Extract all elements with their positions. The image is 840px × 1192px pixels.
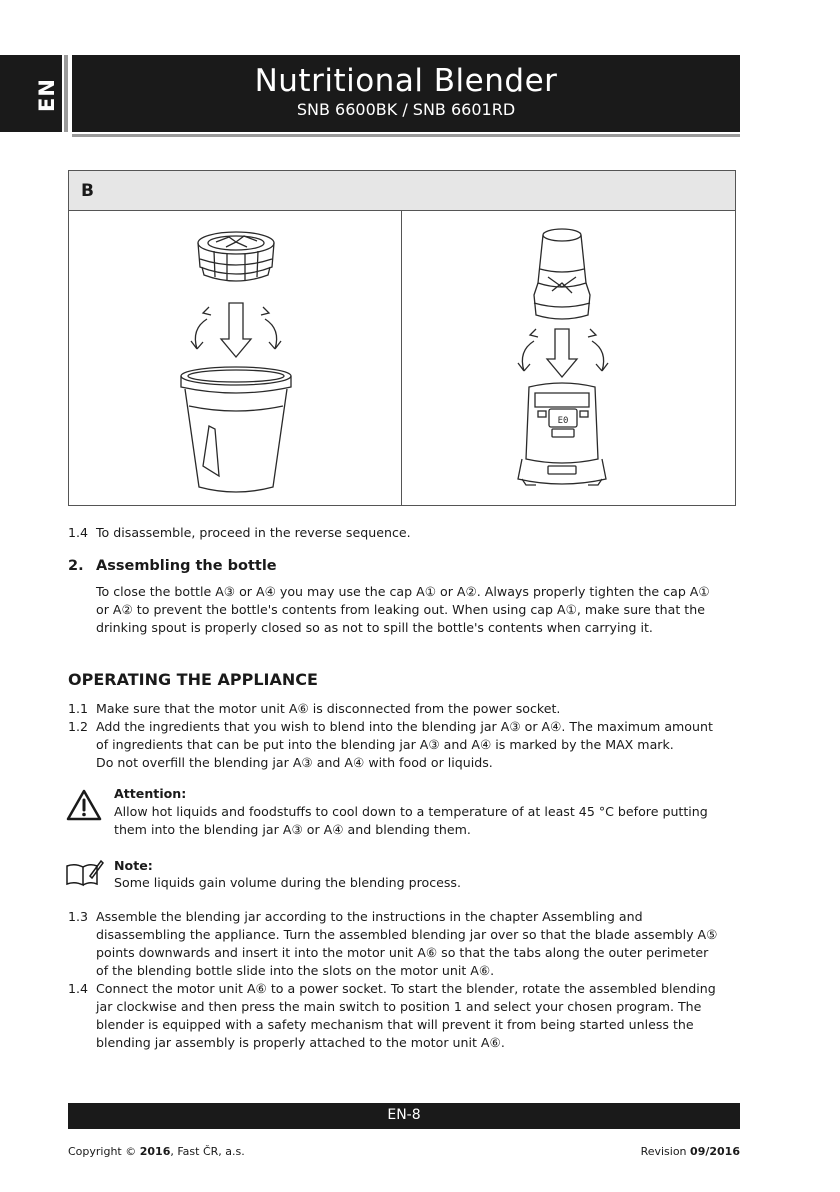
rotate-left-icon-2 — [518, 341, 534, 371]
attention-title: Attention: — [114, 786, 187, 801]
header-shadow — [72, 134, 740, 137]
figure-label: B — [69, 171, 735, 211]
step-paragraph: Connect the motor unit A⑥ to a power socket. To start the blender, rotate the assembled blending jar clockwise and then press the main switch to position 1 and select your chosen program. The blender is equipped with a safety mechanism that will prevent it from being started unless the blending jar assembly is properly attached to the motor unit A⑥. — [96, 981, 716, 1050]
figure-cell-assembled — [402, 211, 735, 505]
attention-text: Allow hot liquids and foodstuffs to cool down to a temperature of at least 45 °C before putting them into the blending jar A③ or A④ and blending them. — [114, 804, 708, 837]
language-label: EN — [35, 78, 59, 112]
rotate-left-icon — [191, 319, 207, 349]
page-number: EN-8 — [387, 1107, 421, 1123]
page-number-bar — [68, 1103, 740, 1129]
warning-icon — [66, 789, 102, 821]
figure-cell-disassembled — [69, 211, 402, 505]
blade-top-ring — [198, 232, 274, 254]
section-paragraph: To close the bottle A③ or A④ you may use the cap A① or A②. Always properly tighten the cap A① or A② to prevent the bottle's contents from leaking out. When using cap A①, make sure that the drinking spout is properly closed so as not to spill the bottle's contents when carrying it. — [96, 584, 710, 635]
step-number: 1.2 — [68, 719, 89, 734]
step-number: 1.4 — [68, 981, 89, 996]
blade-and-jar-illustration — [69, 211, 402, 506]
figure-box — [68, 170, 736, 506]
open-book-note-icon — [64, 858, 104, 888]
operating-heading: OPERATING THE APPLIANCE — [68, 670, 318, 689]
down-arrow-icon — [221, 303, 251, 357]
blender-base-illustration — [402, 211, 735, 506]
jar-body — [185, 389, 287, 492]
step-text: To disassemble, proceed in the reverse sequence. — [96, 525, 411, 540]
down-arrow-icon-2 — [547, 329, 577, 377]
section-number: 2. — [68, 558, 84, 574]
revision: Revision 09/2016 — [640, 1145, 740, 1158]
display-readout: E0 — [557, 416, 569, 426]
step-number: 1.3 — [68, 909, 89, 924]
rotate-right-icon-2 — [592, 341, 608, 371]
step-paragraph: Assemble the blending jar according to the instructions in the chapter Assembling and disassembling the appliance. Turn the assembled blending jar over so that the blade assembly A⑤ points downwards and insert it into the motor unit A⑥ so that the tabs along the outer perimeter of the blending bottle slide into the slots on the motor unit A⑥. — [96, 909, 718, 978]
note-text: Some liquids gain volume during the blending process. — [114, 875, 461, 890]
page-subtitle: SNB 6600BK / SNB 6601RD — [296, 100, 516, 119]
page-header — [72, 55, 740, 132]
page-title: Nutritional Blender — [254, 63, 558, 99]
step-text: Make sure that the motor unit A⑥ is disconnected from the power socket. — [96, 701, 561, 716]
language-tab-edge — [64, 55, 68, 132]
step-paragraph: Add the ingredients that you wish to blend into the blending jar A③ or A④. The maximum amount of ingredients that can be put into the blending jar A③ and A④ is marked by the MAX mark. Do not overfill the blending jar A③ and A④ with food or liquids. — [96, 719, 713, 770]
step-number: 1.4 — [68, 525, 89, 540]
section-title: Assembling the bottle — [96, 558, 277, 574]
step-number: 1.1 — [68, 701, 89, 716]
note-title: Note: — [114, 858, 153, 873]
rotate-right-icon — [265, 319, 281, 349]
copyright: Copyright © 2016, Fast ČR, a.s. — [68, 1145, 245, 1158]
